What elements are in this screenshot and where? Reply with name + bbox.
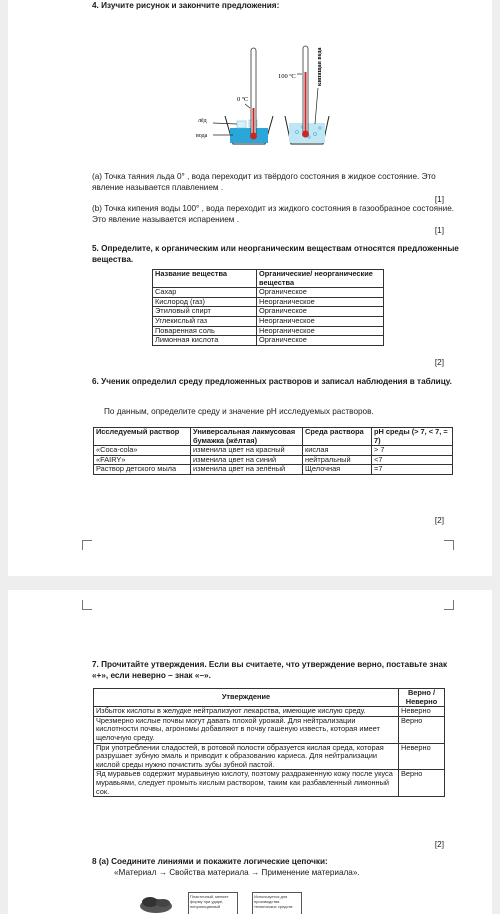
table-cell: Лимонная кислота bbox=[153, 336, 257, 346]
table-row bbox=[94, 770, 445, 797]
q8-subtitle: «Материал → Свойства материала → Применение материала». bbox=[114, 868, 360, 877]
table-cell: Кислород (газ) bbox=[153, 297, 257, 307]
worksheet-page-1 bbox=[8, 0, 492, 576]
table-row bbox=[94, 465, 453, 475]
table-cell: Неорганическое bbox=[257, 297, 384, 307]
q7-table bbox=[93, 688, 445, 797]
q6-header-litmus: Универсальная лакмусовая бумажка (жёлтая) bbox=[191, 428, 303, 446]
q5-header-substance: Название вещества bbox=[153, 270, 257, 288]
table-cell: При употреблении сладостей, в ротовой полости образуется кислая среда, которая разрушает зубную эмаль и приводит к образованию кариеса. Для нейтрализации кислой среды нужно почистить зубы зубной пастой. bbox=[94, 743, 399, 770]
q7-header-answer: Верно / Неверно bbox=[399, 689, 445, 707]
table-cell: Избыток кислоты в желудке нейтрализуют лекарства, имеющие кислую среду. bbox=[94, 707, 399, 717]
q6-header-medium: Среда раствора bbox=[303, 428, 372, 446]
table-cell: Верно bbox=[399, 716, 445, 743]
crop-mark bbox=[82, 540, 92, 550]
table-cell: Органическое bbox=[257, 307, 384, 317]
table-cell: «FAIRY» bbox=[94, 455, 191, 465]
table-cell: кислая bbox=[303, 446, 372, 456]
table-cell: Яд муравьев содержит муравьиную кислоту, поэтому раздраженную кожу после укуса муравьями, следует промыть кислым раствором, таким как разбавленный лимонный сок. bbox=[94, 770, 399, 797]
ice-cube bbox=[237, 121, 246, 128]
q4-mark-a: [1] bbox=[434, 195, 444, 204]
q5-header-type: Органические/ неорганические вещества bbox=[257, 270, 384, 288]
q7-mark: [2] bbox=[434, 840, 444, 849]
q6-mark: [2] bbox=[434, 516, 444, 525]
q7-title: 7. Прочитайте утверждения. Если вы считаете, что утверждение верно, поставьте знак «+», если неверно – знак «–». bbox=[92, 660, 448, 680]
thermometer-figure bbox=[193, 28, 333, 168]
application-box: Используется для производства технических средств bbox=[252, 892, 302, 914]
table-row bbox=[94, 707, 445, 717]
table-cell: <7 bbox=[372, 455, 453, 465]
property-box: Пластичный, меняет форму при ударе, непроницаемый bbox=[188, 892, 238, 914]
label-boiling-water: кипящая вода bbox=[317, 47, 323, 86]
table-row bbox=[94, 743, 445, 770]
q6-title: 6. Ученик определил среду предложенных растворов и записал наблюдения в таблицу. bbox=[92, 377, 452, 386]
table-cell: Раствор детского мыла bbox=[94, 465, 191, 475]
table-cell: Неверно bbox=[399, 707, 445, 717]
q4-title: 4. Изучите рисунок и закончите предложения: bbox=[92, 1, 280, 10]
table-cell: Чрезмерно кислые почвы могут давать плохой урожай. Для нейтрализации кислотности почвы, агрономы добавляют в почву гашеную известь, которая имеет щелочную среду. bbox=[94, 716, 399, 743]
table-row bbox=[153, 316, 384, 326]
table-cell: Органическое bbox=[257, 336, 384, 346]
table-cell: =7 bbox=[372, 465, 453, 475]
table-row bbox=[94, 446, 453, 456]
table-cell: > 7 bbox=[372, 446, 453, 456]
q6-subtitle: По данным, определите среду и значение pH исследуемых растворов. bbox=[104, 407, 374, 416]
crop-mark bbox=[444, 600, 454, 610]
table-cell: Неверно bbox=[399, 743, 445, 770]
label-hundred: 100 ºC bbox=[278, 73, 296, 80]
table-cell: Органическое bbox=[257, 288, 384, 298]
q4-answer-a: (a) Точка таяния льда 0° , вода переходит из твёрдого состояния в жидкое состояние. Это явление называется плавлением . bbox=[92, 172, 436, 192]
table-cell: изменила цвет на красный bbox=[191, 446, 303, 456]
table-row bbox=[153, 288, 384, 298]
q5-title: 5. Определите, к органическим или неорганическим веществам относятся предложенные вещества. bbox=[92, 244, 459, 264]
table-cell: Сахар bbox=[153, 288, 257, 298]
crop-mark bbox=[444, 540, 454, 550]
table-cell: Верно bbox=[399, 770, 445, 797]
table-cell: «Coca-cola» bbox=[94, 446, 191, 456]
table-cell: Поваренная соль bbox=[153, 326, 257, 336]
table-cell: Щелочная bbox=[303, 465, 372, 475]
q8-title: 8 (a) Соедините линиями и покажите логические цепочки: bbox=[92, 857, 328, 866]
q6-header-ph: pH среды (> 7, < 7, = 7) bbox=[372, 428, 453, 446]
q4-answer-b: (b) Точка кипения воды 100° , вода переходит из жидкого состояния в газообразное состояние. Это явление называется испарением . bbox=[92, 204, 455, 224]
q4-mark-b: [1] bbox=[434, 226, 444, 235]
q6-table bbox=[93, 427, 453, 475]
table-row bbox=[153, 336, 384, 346]
left-water bbox=[230, 128, 268, 143]
crop-mark bbox=[82, 600, 92, 610]
material-image bbox=[136, 892, 176, 914]
table-cell: Неорганическое bbox=[257, 316, 384, 326]
table-cell: Неорганическое bbox=[257, 326, 384, 336]
table-cell: изменила цвет на синий bbox=[191, 455, 303, 465]
q5-mark: [2] bbox=[434, 358, 444, 367]
table-cell: Углекислый газ bbox=[153, 316, 257, 326]
q6-header-solution: Исследуемый раствор bbox=[94, 428, 191, 446]
q5-table bbox=[152, 269, 384, 346]
label-ice: лёд bbox=[198, 118, 207, 124]
table-cell: Этиловый спирт bbox=[153, 307, 257, 317]
q7-header-statement: Утверждение bbox=[94, 689, 399, 707]
label-water: вода bbox=[196, 133, 208, 139]
table-cell: нейтральный bbox=[303, 455, 372, 465]
label-zero: 0 ºC bbox=[237, 96, 249, 103]
table-cell: изменила цвет на зелёный bbox=[191, 465, 303, 475]
table-row bbox=[94, 716, 445, 743]
worksheet-page-2 bbox=[8, 590, 492, 914]
